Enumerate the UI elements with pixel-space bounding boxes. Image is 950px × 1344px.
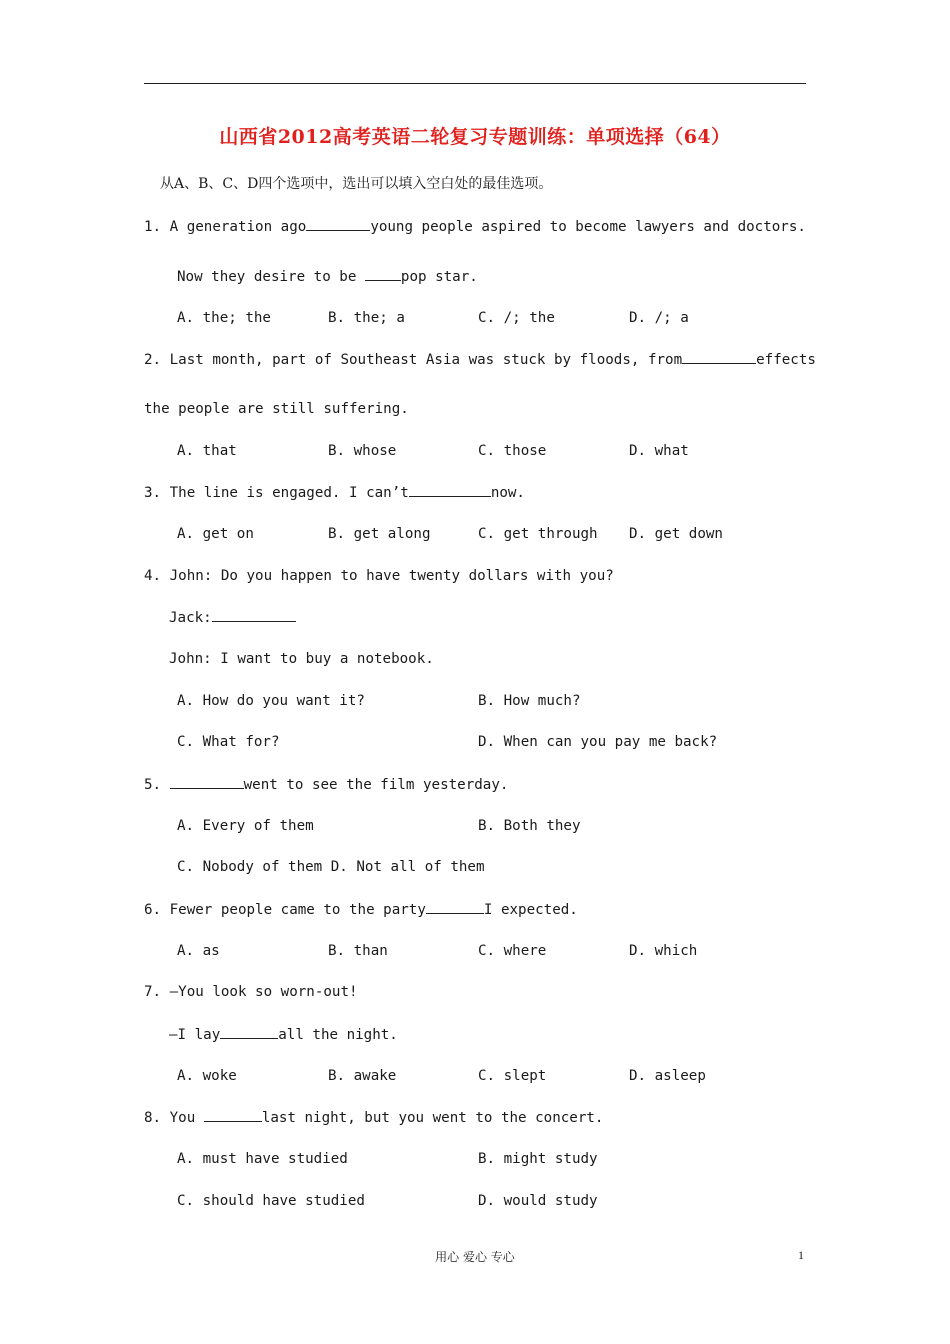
page-title: 山西省2012高考英语二轮复习专题训练：单项选择（64） <box>219 126 731 148</box>
option-c: C. /; the <box>478 310 555 326</box>
option-d: D. /; a <box>629 310 689 326</box>
question-number: 5. <box>144 777 162 793</box>
option-a: A. as <box>177 943 220 959</box>
page-number: 1 <box>798 1248 804 1262</box>
question-number: 7. <box>144 984 162 1000</box>
question-text: all the night. <box>278 1027 398 1043</box>
option-d: D. asleep <box>629 1068 706 1084</box>
option-c: C. those <box>478 443 547 459</box>
question-4 <box>144 566 614 586</box>
option-a: A. How do you want it? <box>177 693 365 709</box>
option-b: B. Both they <box>478 818 581 834</box>
answer-blank <box>220 1024 278 1039</box>
option-b: B. than <box>328 943 388 959</box>
question-7-reply <box>169 1024 398 1045</box>
question-text: pop star. <box>400 269 478 285</box>
option-b: B. get along <box>328 526 431 542</box>
option-a: A. must have studied <box>177 1151 348 1167</box>
option-b: B. might study <box>478 1151 598 1167</box>
option-b: B. How much? <box>478 693 581 709</box>
question-number: 2. <box>144 352 162 368</box>
question-text: young people aspired to become lawyers and doctors. <box>370 219 806 235</box>
option-a: A. get on <box>177 526 254 542</box>
answer-blank <box>426 899 484 914</box>
question-text: The line is engaged. I can’t <box>169 485 409 501</box>
question-4-jack <box>169 607 296 628</box>
option-c: C. where <box>478 943 547 959</box>
answer-blank <box>306 216 370 231</box>
option-a: A. Every of them <box>177 818 314 834</box>
question-2 <box>144 349 816 370</box>
question-text: went to see the film yesterday. <box>243 777 509 793</box>
option-d: D. When can you pay me back? <box>478 734 718 750</box>
question-text: You <box>169 1110 204 1126</box>
answer-blank <box>682 349 756 364</box>
question-3 <box>144 482 525 503</box>
option-b: B. awake <box>328 1068 397 1084</box>
question-text: I expected. <box>483 902 578 918</box>
question-number: 1. <box>144 219 162 235</box>
question-text: effects <box>756 352 816 368</box>
option-c: C. What for? <box>177 734 280 750</box>
option-a: A. the; the <box>177 310 271 326</box>
answer-blank <box>409 482 491 497</box>
question-text: —You look so worn-out! <box>169 984 358 1000</box>
question-text: now. <box>490 485 525 501</box>
question-1-cont <box>177 266 478 287</box>
question-number: 3. <box>144 485 162 501</box>
question-text: Jack: <box>169 610 212 626</box>
question-number: 6. <box>144 902 162 918</box>
question-text: Now they desire to be <box>177 269 365 285</box>
option-c-d: C. Nobody of them D. Not all of them <box>177 859 485 875</box>
option-a: A. woke <box>177 1068 237 1084</box>
question-7 <box>144 982 358 1002</box>
question-8 <box>144 1107 603 1128</box>
option-d: D. would study <box>478 1193 598 1209</box>
option-a: A. that <box>177 443 237 459</box>
option-d: D. which <box>629 943 698 959</box>
question-text: Fewer people came to the party <box>169 902 426 918</box>
question-1 <box>144 216 806 237</box>
question-6 <box>144 899 578 920</box>
option-d: D. get down <box>629 526 723 542</box>
answer-blank <box>204 1107 262 1122</box>
page-footer: 用心 爱心 专心 <box>435 1250 515 1264</box>
option-c: C. get through <box>478 526 598 542</box>
option-b: B. the; a <box>328 310 405 326</box>
instructions: 从A、B、C、D四个选项中，选出可以填入空白处的最佳选项。 <box>160 176 553 192</box>
question-number: 4. <box>144 568 162 584</box>
question-4-john: John: I want to buy a notebook. <box>169 651 434 667</box>
answer-blank <box>170 774 244 789</box>
question-text: —I lay <box>169 1027 221 1043</box>
option-d: D. what <box>629 443 689 459</box>
option-c: C. slept <box>478 1068 547 1084</box>
question-number: 8. <box>144 1110 162 1126</box>
question-5 <box>144 774 508 795</box>
question-text: A generation ago <box>169 219 307 235</box>
header-rule <box>144 83 806 84</box>
question-2-cont: the people are still suffering. <box>144 401 409 417</box>
question-text: John: Do you happen to have twenty dollars with you? <box>169 568 614 584</box>
option-b: B. whose <box>328 443 397 459</box>
option-c: C. should have studied <box>177 1193 365 1209</box>
question-text: last night, but you went to the concert. <box>261 1110 604 1126</box>
answer-blank <box>212 607 296 622</box>
answer-blank <box>365 266 401 281</box>
question-text: Last month, part of Southeast Asia was stuck by floods, from <box>169 352 683 368</box>
